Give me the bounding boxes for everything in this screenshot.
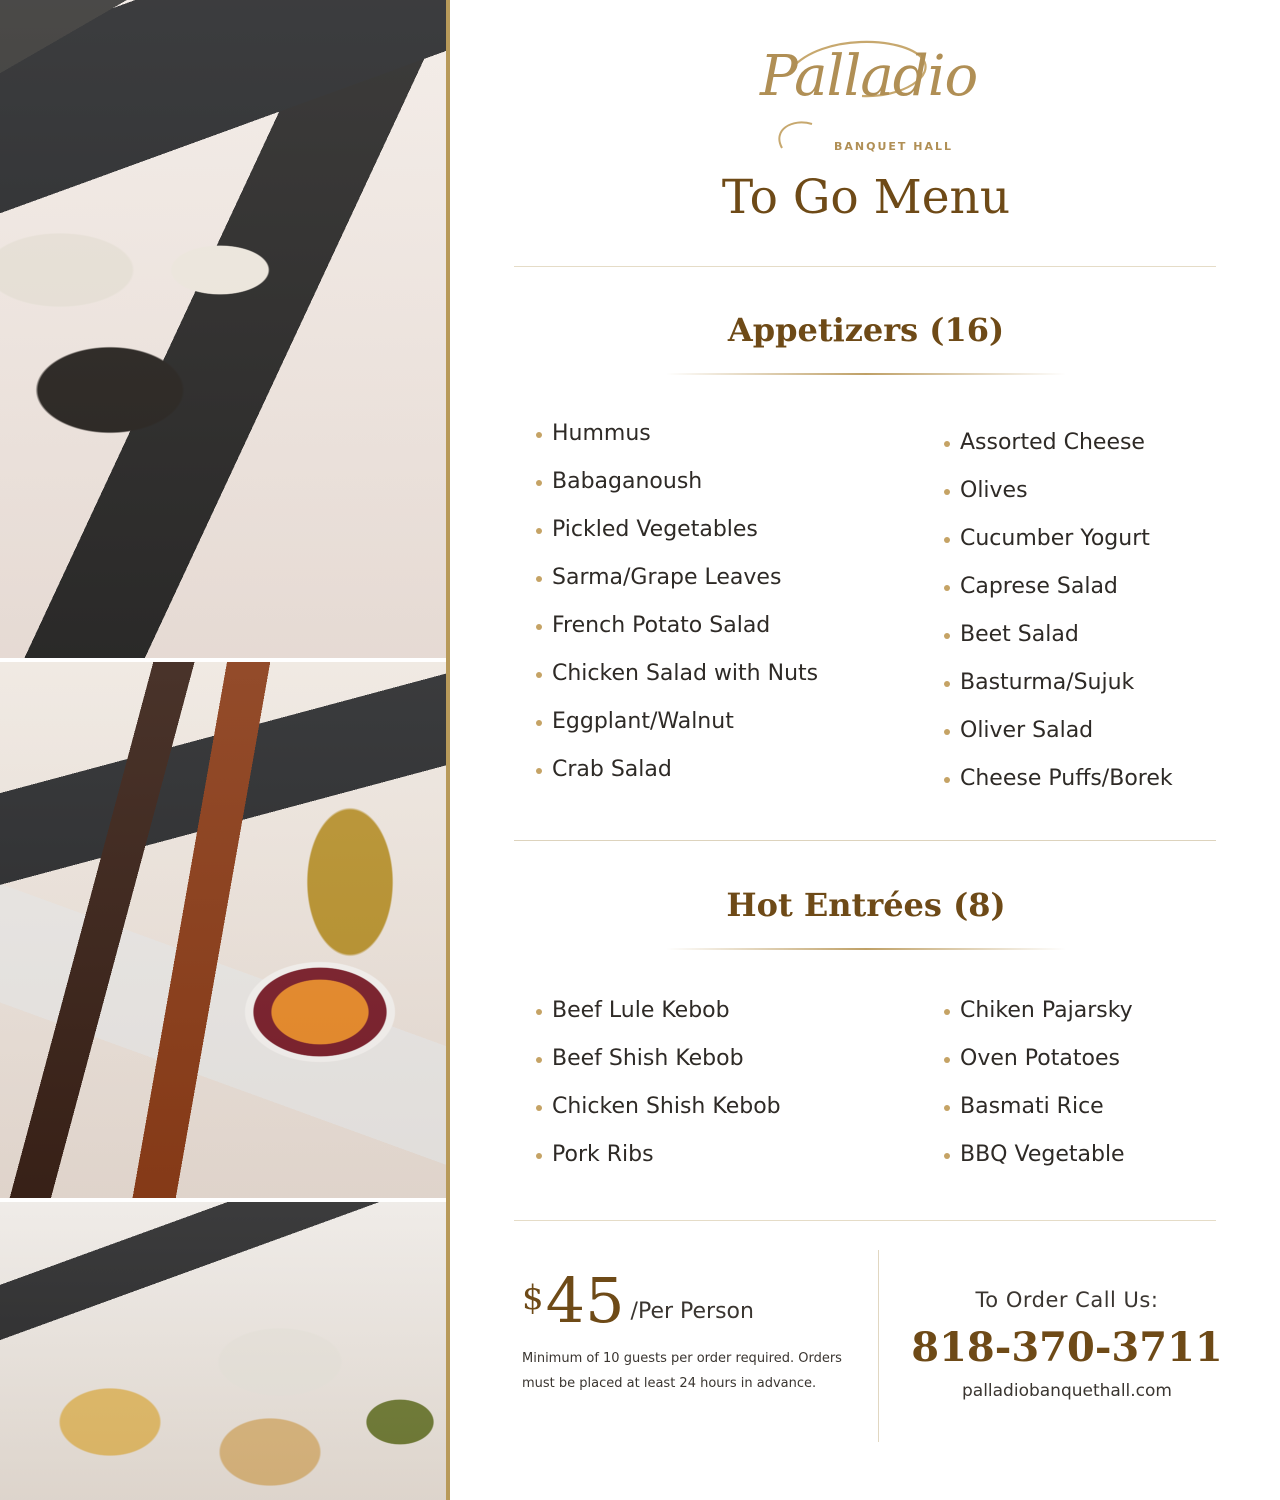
list-item: Beet Salad xyxy=(942,624,1173,672)
list-item: Chiken Pajarsky xyxy=(942,1000,1133,1048)
brand-logo xyxy=(752,38,982,163)
list-item: Basturma/Sujuk xyxy=(942,672,1173,720)
list-item: Cheese Puffs/Borek xyxy=(942,768,1173,816)
bullet-icon xyxy=(944,1057,950,1063)
appetizers-list-right xyxy=(942,432,1173,816)
bullet-icon xyxy=(944,681,950,687)
list-item: Chicken Shish Kebob xyxy=(534,1096,781,1144)
bullet-icon xyxy=(944,537,950,543)
list-item: Pork Ribs xyxy=(534,1144,781,1192)
photo-column xyxy=(0,0,448,1500)
list-item: Oven Potatoes xyxy=(942,1048,1133,1096)
food-photo-buffet-drinks xyxy=(0,662,446,1198)
list-item: Eggplant/Walnut xyxy=(534,711,818,759)
order-requirements-note: Minimum of 10 guests per order required. Orders must be placed at least 24 hours in advance. xyxy=(522,1351,842,1391)
website-link[interactable]: palladiobanquethall.com xyxy=(961,1381,1172,1401)
logo-wordmark: Palladio xyxy=(760,44,978,109)
list-item: BBQ Vegetable xyxy=(942,1144,1133,1192)
list-item: Cucumber Yogurt xyxy=(942,528,1173,576)
bullet-icon xyxy=(944,489,950,495)
price-block xyxy=(522,1264,862,1396)
vertical-divider xyxy=(878,1250,879,1442)
food-photo-cheese-platter xyxy=(0,1202,446,1500)
bullet-icon xyxy=(536,1153,542,1159)
bullet-icon xyxy=(944,1009,950,1015)
divider-bottom xyxy=(514,1220,1216,1221)
hot-entrees-heading-underline xyxy=(666,948,1066,950)
bullet-icon xyxy=(536,672,542,678)
bullet-icon xyxy=(536,528,542,534)
bullet-icon xyxy=(536,1057,542,1063)
bullet-icon xyxy=(944,1153,950,1159)
bullet-icon xyxy=(536,1009,542,1015)
bullet-icon xyxy=(944,777,950,783)
divider-middle xyxy=(514,840,1216,841)
bullet-icon xyxy=(536,576,542,582)
list-item: Basmati Rice xyxy=(942,1096,1133,1144)
list-item: Assorted Cheese xyxy=(942,432,1173,480)
list-item: Chicken Salad with Nuts xyxy=(534,663,818,711)
list-item: Hummus xyxy=(534,423,818,471)
bullet-icon xyxy=(944,1105,950,1111)
bullet-icon xyxy=(536,720,542,726)
logo-subtitle: BANQUET HALL xyxy=(834,140,953,153)
hot-entrees-list-left xyxy=(534,1000,781,1192)
order-contact-block xyxy=(892,1288,1242,1401)
price-line xyxy=(522,1264,862,1337)
bullet-icon xyxy=(944,729,950,735)
bullet-icon xyxy=(536,1105,542,1111)
food-photo-appetizers xyxy=(0,0,446,658)
price-amount: 45 xyxy=(545,1264,625,1337)
bullet-icon xyxy=(944,585,950,591)
hot-entrees-heading: Hot Entrées (8) xyxy=(726,886,1006,924)
gold-divider-bar xyxy=(446,0,450,1500)
list-item: Beef Shish Kebob xyxy=(534,1048,781,1096)
list-item: Pickled Vegetables xyxy=(534,519,818,567)
price-per-person: /Per Person xyxy=(630,1299,754,1324)
menu-content xyxy=(452,0,1280,1500)
list-item: Babaganoush xyxy=(534,471,818,519)
page-title: To Go Menu xyxy=(721,170,1011,225)
list-item: Crab Salad xyxy=(534,759,818,807)
order-call-label: To Order Call Us: xyxy=(975,1288,1159,1312)
order-phone-number[interactable]: 818-370-3711 xyxy=(911,1324,1223,1371)
appetizers-heading: Appetizers (16) xyxy=(727,311,1005,349)
hot-entrees-list-right xyxy=(942,1000,1133,1192)
bullet-icon xyxy=(536,768,542,774)
appetizers-list-left xyxy=(534,423,818,807)
list-item: Oliver Salad xyxy=(942,720,1173,768)
bullet-icon xyxy=(536,432,542,438)
bullet-icon xyxy=(536,480,542,486)
appetizers-heading-underline xyxy=(666,373,1066,375)
divider-top xyxy=(514,266,1216,267)
bullet-icon xyxy=(944,633,950,639)
list-item: Caprese Salad xyxy=(942,576,1173,624)
list-item: Sarma/Grape Leaves xyxy=(534,567,818,615)
list-item: French Potato Salad xyxy=(534,615,818,663)
price-currency: $ xyxy=(522,1278,544,1318)
bullet-icon xyxy=(944,441,950,447)
bullet-icon xyxy=(536,624,542,630)
list-item: Beef Lule Kebob xyxy=(534,1000,781,1048)
list-item: Olives xyxy=(942,480,1173,528)
